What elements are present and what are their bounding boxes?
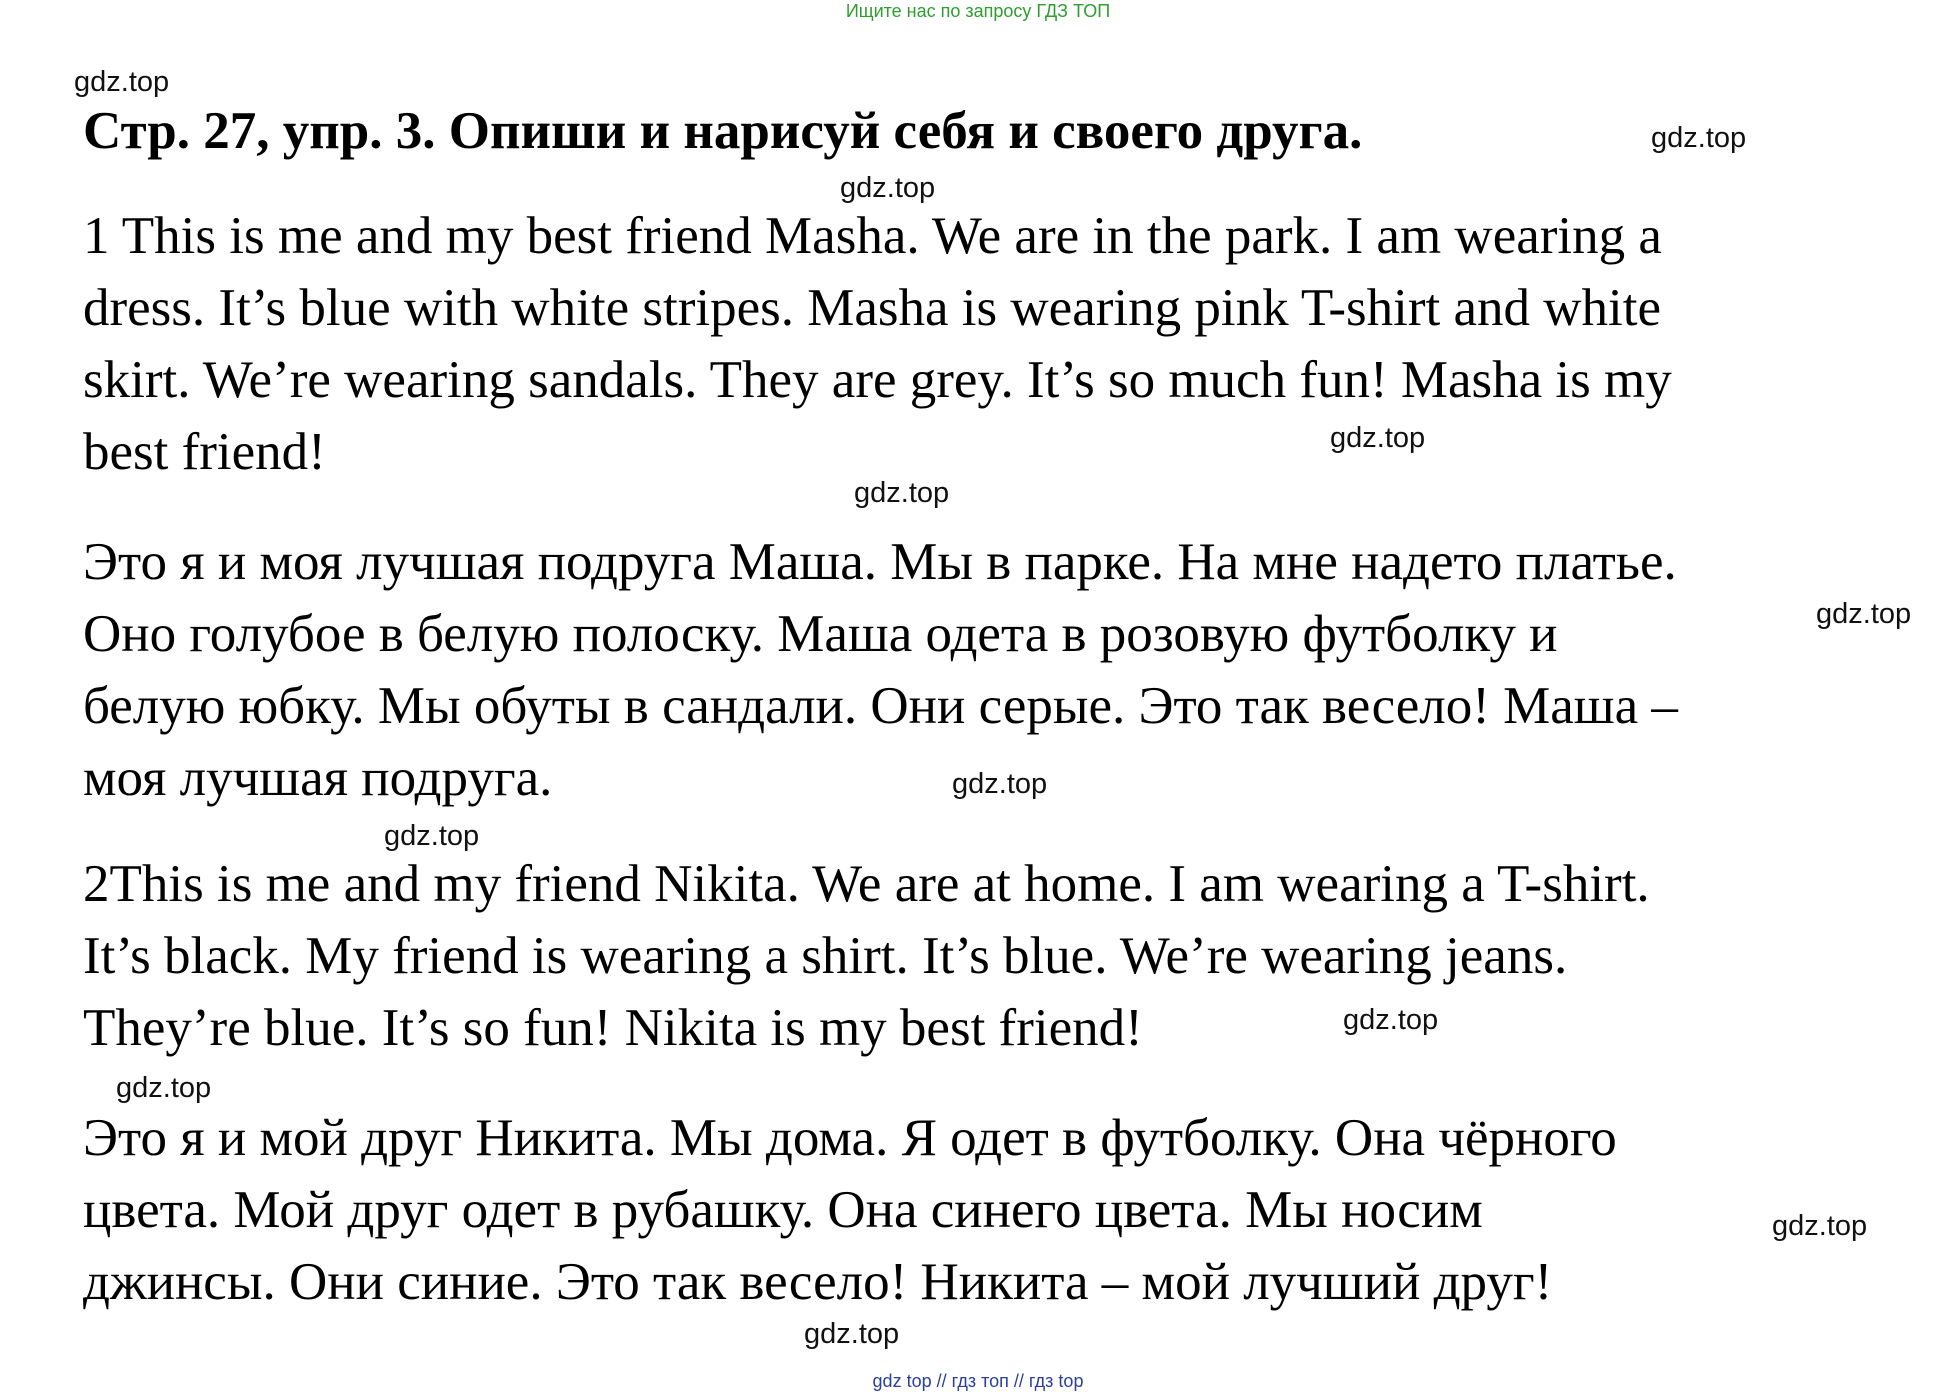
top-banner: Ищите нас по запросу ГДЗ ТОП xyxy=(845,1,1111,21)
text-line: цвета. Мой друг одет в рубашку. Она синего цвета. Мы носим xyxy=(83,1181,1483,1239)
text-line: They’re blue. It’s so fun! Nikita is my best friend! xyxy=(83,999,1143,1057)
watermark: gdz.top xyxy=(116,1072,212,1104)
watermark: gdz.top xyxy=(1651,122,1747,154)
text-line: белую юбку. Мы обуты в сандали. Они серые. Это так весело! Маша – xyxy=(83,677,1678,735)
watermark: gdz.top xyxy=(840,172,936,204)
text-line: dress. It’s blue with white stripes. Masha is wearing pink T-shirt and white xyxy=(83,279,1662,337)
bottom-banner: gdz top // гдз топ // гдз top xyxy=(872,1371,1084,1391)
text-line: 2This is me and my friend Nikita. We are at home. I am wearing a T-shirt. xyxy=(83,855,1650,913)
watermark: gdz.top xyxy=(1343,1004,1439,1036)
text-line: best friend! xyxy=(83,423,326,481)
text-line: skirt. We’re wearing sandals. They are grey. It’s so much fun! Masha is my xyxy=(83,351,1672,409)
text-line: Оно голубое в белую полоску. Маша одета в розовую футболку и xyxy=(83,605,1558,663)
watermark: gdz.top xyxy=(952,768,1048,800)
text-line: Это я и мой друг Никита. Мы дома. Я одет в футболку. Она чёрного xyxy=(83,1109,1617,1167)
watermark: gdz.top xyxy=(1772,1210,1868,1242)
watermark: gdz.top xyxy=(854,477,950,509)
text-line: It’s black. My friend is wearing a shirt. It’s blue. We’re wearing jeans. xyxy=(83,927,1568,985)
watermark: gdz.top xyxy=(1330,422,1426,454)
text-line: джинсы. Они синие. Это так весело! Никита – мой лучший друг! xyxy=(83,1253,1553,1311)
text-line: моя лучшая подруга. xyxy=(83,749,553,807)
text-line: 1 This is me and my best friend Masha. We are in the park. I am wearing a xyxy=(83,207,1662,265)
text-line: Это я и моя лучшая подруга Маша. Мы в парке. На мне надето платье. xyxy=(83,533,1677,591)
watermark: gdz.top xyxy=(1816,598,1912,630)
exercise-title: Стр. 27, упр. 3. Опиши и нарисуй себя и своего друга. xyxy=(83,102,1363,160)
watermark: gdz.top xyxy=(804,1318,900,1350)
watermark: gdz.top xyxy=(74,66,170,98)
watermark: gdz.top xyxy=(384,820,480,852)
